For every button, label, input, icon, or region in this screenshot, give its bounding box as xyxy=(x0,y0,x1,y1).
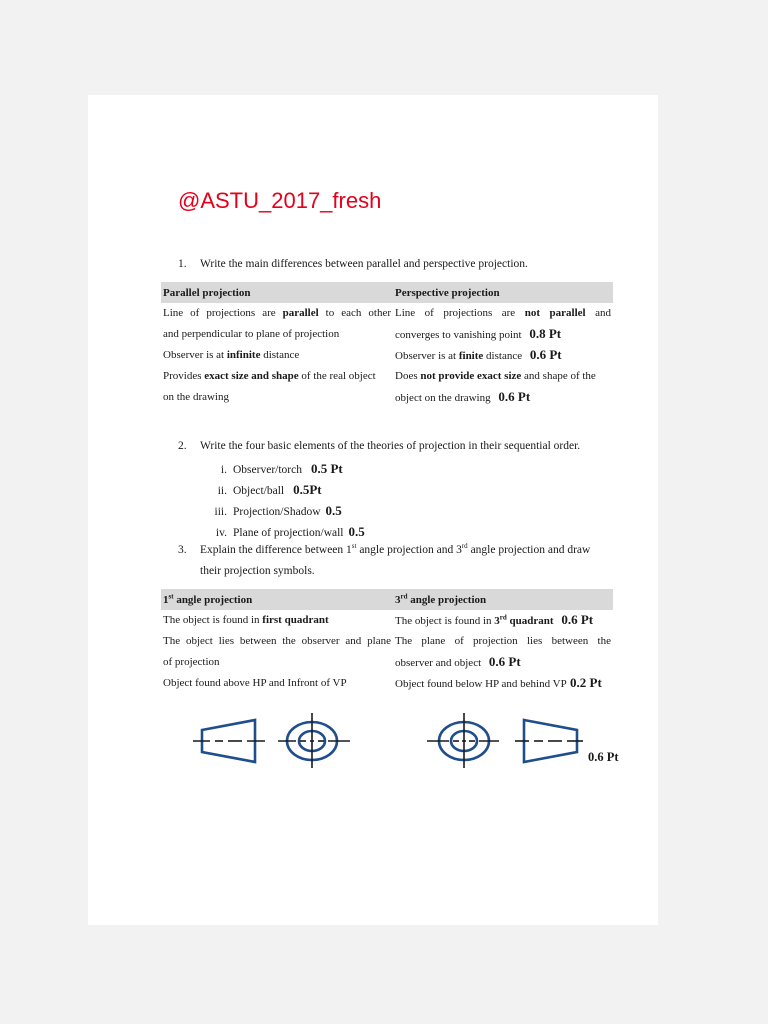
table-cell: observer and object 0.6 Pt xyxy=(395,653,521,669)
table-cell: Object found above HP and Infront of VP xyxy=(163,676,347,689)
table-cell: Line of projections are not parallel and xyxy=(395,307,611,320)
column-header-parallel: Parallel projection xyxy=(161,282,393,303)
table-cell: on the drawing xyxy=(163,390,229,403)
question-3-text-line-2: their projection symbols. xyxy=(200,565,315,577)
table-row xyxy=(161,610,613,631)
table-row xyxy=(161,386,613,407)
table-cell: Does not provide exact size and shape of the xyxy=(395,369,596,382)
column-header-third-angle: 3rd angle projection xyxy=(393,589,613,610)
parallel-vs-perspective-table xyxy=(161,282,613,407)
table-row xyxy=(161,672,613,693)
table-row xyxy=(161,324,613,345)
question-3: 3. Explain the difference between 1st angle projection and 3rd angle projection and draw xyxy=(178,542,591,556)
list-item: iv. Plane of projection/wall 0.5 xyxy=(215,524,365,539)
list-item: ii. Object/ball 0.5Pt xyxy=(217,482,322,497)
table-cell: The object lies between the observer and plane xyxy=(163,635,391,648)
table-row xyxy=(161,303,613,324)
table-cell: object on the drawing 0.6 Pt xyxy=(395,388,531,404)
question-1 xyxy=(178,258,528,270)
table-cell: Object found below HP and behind VP 0.2 Pt xyxy=(395,674,602,690)
question-3-number: 3. xyxy=(178,544,187,556)
table-cell: Observer is at finite distance 0.6 Pt xyxy=(395,346,562,362)
table-row xyxy=(161,345,613,366)
question-2-number: 2. xyxy=(178,440,187,452)
third-angle-symbol-icon xyxy=(425,712,585,770)
table-cell: The plane of projection lies between the xyxy=(395,635,611,648)
table-row xyxy=(161,652,613,673)
question-2-text: Write the four basic elements of the theories of projection in their sequential order. xyxy=(200,440,581,452)
table-cell: and perpendicular to plane of projection xyxy=(163,328,340,341)
table-cell: The object is found in 3rd quadrant 0.6 Pt xyxy=(395,612,594,628)
drawing-points: 0.6 Pt xyxy=(588,750,619,764)
table-header-row xyxy=(161,589,613,610)
list-item: iii. Projection/Shadow 0.5 xyxy=(214,503,342,518)
table-cell: Line of projections are parallel to each other xyxy=(163,307,391,320)
projection-elements-list xyxy=(207,461,365,545)
column-header-first-angle: 1st angle projection xyxy=(161,589,393,610)
table-cell: The object is found in first quadrant xyxy=(163,614,329,627)
page-header: @ASTU_2017_fresh xyxy=(178,188,382,213)
question-1-text: Write the main differences between parallel and perspective projection. xyxy=(200,258,528,270)
paper-sheet xyxy=(88,95,658,925)
table-cell: of projection xyxy=(163,655,220,668)
first-angle-symbol-icon xyxy=(190,712,358,770)
table-header-row xyxy=(161,282,613,303)
list-item: i. Observer/torch 0.5 Pt xyxy=(220,461,343,476)
table-cell: Provides exact size and shape of the real object xyxy=(163,369,376,382)
table-cell: converges to vanishing point 0.8 Pt xyxy=(395,326,562,342)
column-header-perspective: Perspective projection xyxy=(393,282,613,303)
table-row xyxy=(161,365,613,386)
question-2 xyxy=(178,440,580,452)
first-vs-third-angle-table xyxy=(161,589,613,693)
question-1-number: 1. xyxy=(178,258,187,270)
table-row xyxy=(161,631,613,652)
table-cell: Observer is at infinite distance xyxy=(163,348,300,361)
